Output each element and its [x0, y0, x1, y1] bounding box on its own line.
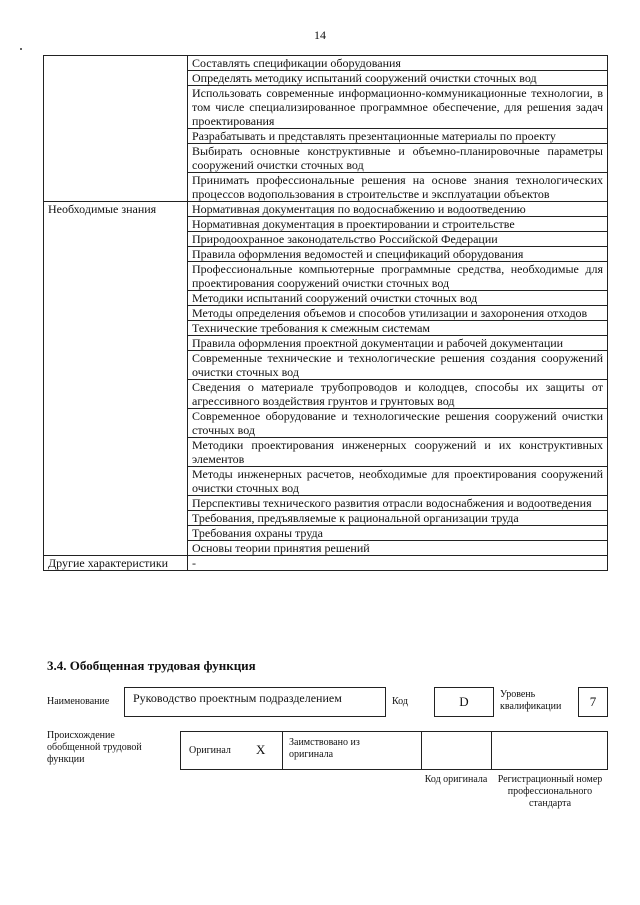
- table-cell: Принимать профессиональные решения на основе знания технологических процессов водопользования в строительстве и эксплуатации объектов: [188, 173, 608, 202]
- table-cell: Профессиональные компьютерные программные средства, необходимые для проектирования сооружений очистки сточных вод: [188, 262, 608, 291]
- origin-divider-2: [421, 732, 422, 769]
- table-cell: Перспективы технического развития отрасли водоснабжения и водоотведения: [188, 496, 608, 511]
- table-cell: Разрабатывать и представлять презентационные материалы по проекту: [188, 129, 608, 144]
- scan-dot: [20, 48, 22, 50]
- table-cell: Нормативная документация в проектировании и строительстве: [188, 217, 608, 232]
- table-cell: Определять методику испытаний сооружений очистки сточных вод: [188, 71, 608, 86]
- origin-label: Происхождение обобщенной трудовой функции: [47, 730, 142, 765]
- table-cell: Современные технические и технологические решения создания сооружений очистки сточных вод: [188, 351, 608, 380]
- table-cell: Составлять спецификации оборудования: [188, 56, 608, 71]
- table-cell: Основы теории принятия решений: [188, 541, 608, 556]
- table-row: [44, 56, 608, 71]
- competency-table: [43, 55, 608, 571]
- table-cell: Методики испытаний сооружений очистки сточных вод: [188, 291, 608, 306]
- table-cell: Технические требования к смежным системам: [188, 321, 608, 336]
- table-cell: Методы определения объемов и способов утилизации и захоронения отходов: [188, 306, 608, 321]
- code-label: Код: [392, 696, 408, 707]
- code-original-caption: Код оригинала: [424, 774, 488, 785]
- origin-divider-1: [282, 732, 283, 769]
- table-cell: Правила оформления проектной документации и рабочей документации: [188, 336, 608, 351]
- table-cell: Современное оборудование и технологические решения сооружений очистки сточных вод: [188, 409, 608, 438]
- page-number: 14: [314, 28, 326, 42]
- table-row: [44, 202, 608, 217]
- row-group-label: Необходимые знания: [44, 202, 188, 556]
- table-cell: Правила оформления ведомостей и спецификаций оборудования: [188, 247, 608, 262]
- table-cell: Требования, предъявляемые к рациональной организации труда: [188, 511, 608, 526]
- table-cell: Методы инженерных расчетов, необходимые для проектирования сооружений очистки сточных вод: [188, 467, 608, 496]
- table-cell: Выбирать основные конструктивные и объемно-планировочные параметры сооружений очистки сточных вод: [188, 144, 608, 173]
- row-group-label: Другие характеристики: [44, 556, 188, 571]
- code-value-box: [434, 687, 494, 717]
- table-row: [44, 556, 608, 571]
- level-value-box: [578, 687, 608, 717]
- row-group-label: [44, 56, 188, 202]
- level-label: Уровень квалификации: [500, 689, 562, 712]
- name-value: Руководство проектным подразделением: [133, 691, 342, 705]
- code-value: D: [459, 694, 469, 709]
- original-mark: X: [256, 742, 266, 757]
- table-cell: -: [188, 556, 608, 571]
- name-label: Наименование: [47, 696, 110, 707]
- table-cell: Использовать современные информационно-коммуникационные технологии, в том числе специализированное программное обеспечение, для решения задач проектирования: [188, 86, 608, 129]
- table-cell: Нормативная документация по водоснабжению и водоотведению: [188, 202, 608, 217]
- origin-divider-3: [491, 732, 492, 769]
- section-heading: 3.4. Обобщенная трудовая функция: [47, 658, 256, 673]
- original-label: Оригинал: [189, 745, 231, 756]
- table-cell: Требования охраны труда: [188, 526, 608, 541]
- table-cell: Сведения о материале трубопроводов и колодцев, способы их защиты от агрессивного воздействия грунтов и грунтовых вод: [188, 380, 608, 409]
- table-cell: Методики проектирования инженерных сооружений и их конструктивных элементов: [188, 438, 608, 467]
- level-value: 7: [589, 694, 597, 709]
- table-cell: Природоохранное законодательство Российской Федерации: [188, 232, 608, 247]
- name-value-box: [124, 687, 386, 717]
- reg-number-caption: Регистрационный номер профессионального стандарта: [497, 774, 603, 809]
- origin-box: [180, 731, 608, 770]
- borrowed-label: Заимствовано из оригинала: [289, 737, 360, 760]
